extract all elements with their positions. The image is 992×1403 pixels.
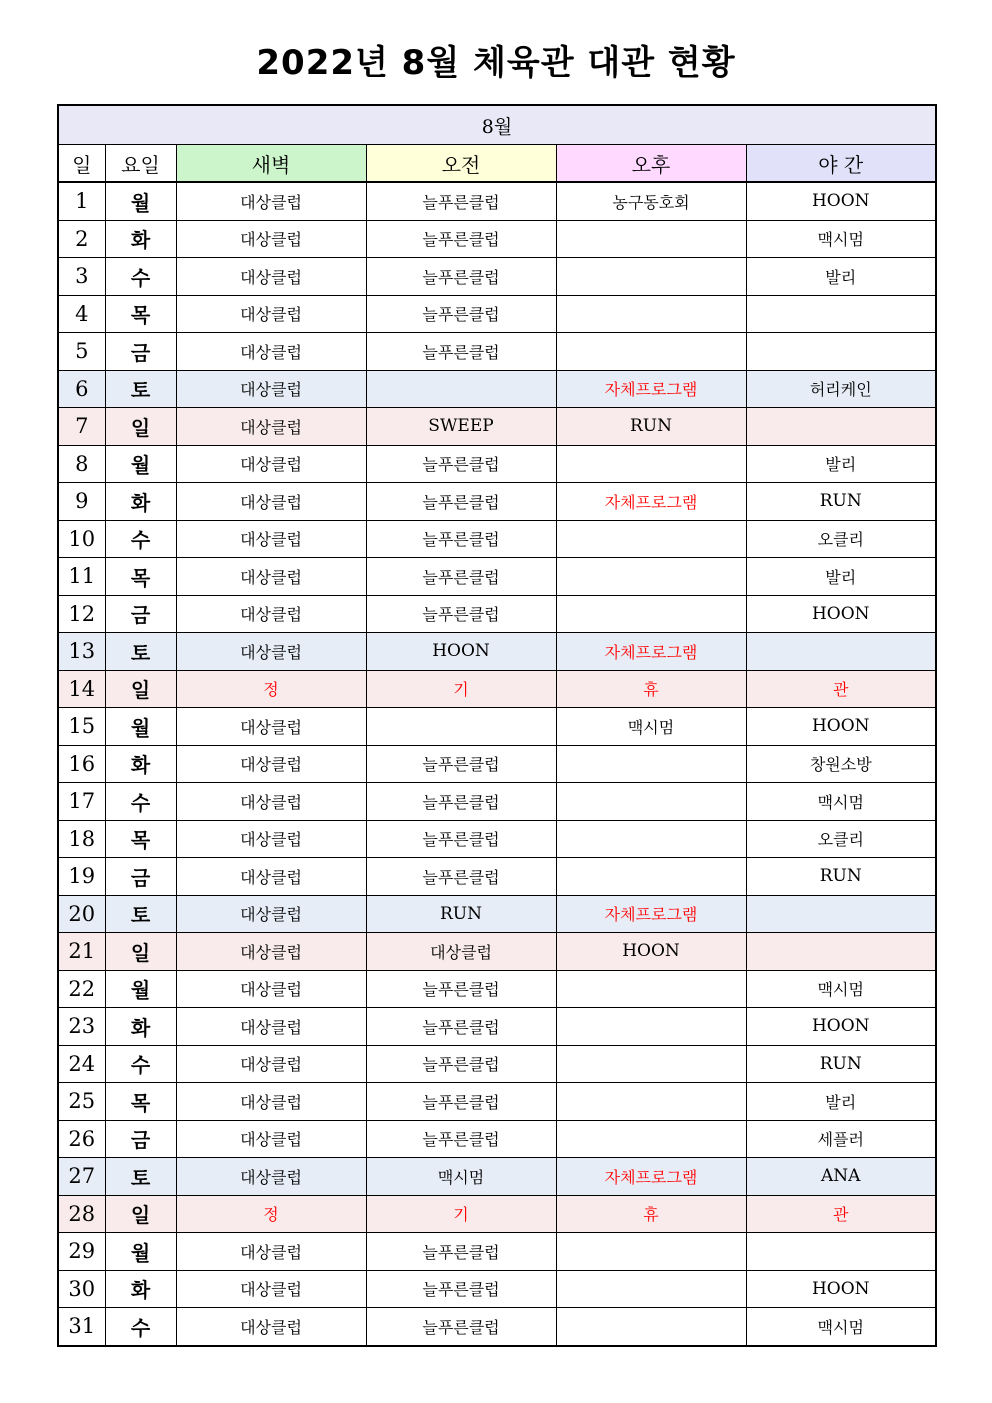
slot-morning: 늘푸른클럽: [366, 220, 556, 258]
slot-morning: HOON: [366, 633, 556, 671]
slot-dawn: 대상클럽: [176, 1008, 366, 1046]
weekday: 토: [105, 633, 176, 671]
slot-night: 맥시멈: [746, 1308, 936, 1346]
day-number: 4: [58, 295, 105, 333]
weekday: 토: [105, 895, 176, 933]
table-row: [58, 820, 936, 858]
slot-night: 세플러: [746, 1120, 936, 1158]
table-row: [58, 595, 936, 633]
slot-dawn: 대상클럽: [176, 295, 366, 333]
table-row: [58, 295, 936, 333]
table-row: [58, 1158, 936, 1196]
slot-dawn: 대상클럽: [176, 745, 366, 783]
slot-afternoon: [556, 558, 746, 596]
weekday: 목: [105, 820, 176, 858]
slot-dawn: 대상클럽: [176, 558, 366, 596]
slot-morning: 늘푸른클럽: [366, 295, 556, 333]
slot-dawn: 대상클럽: [176, 220, 366, 258]
day-number: 16: [58, 745, 105, 783]
table-row: [58, 933, 936, 971]
weekday: 화: [105, 1008, 176, 1046]
slot-dawn: 대상클럽: [176, 633, 366, 671]
slot-night: 맥시멈: [746, 783, 936, 821]
slot-morning: 늘푸른클럽: [366, 445, 556, 483]
table-row: [58, 258, 936, 296]
day-number: 9: [58, 483, 105, 521]
table-row: [58, 1120, 936, 1158]
day-number: 2: [58, 220, 105, 258]
slot-night: [746, 933, 936, 971]
slot-morning: 맥시멈: [366, 1158, 556, 1196]
slot-morning: 늘푸른클럽: [366, 258, 556, 296]
slot-morning: 늘푸른클럽: [366, 182, 556, 220]
slot-morning: [366, 370, 556, 408]
table-row: [58, 783, 936, 821]
page-title: 2022년 8월 체육관 대관 현황: [256, 43, 736, 83]
slot-night: HOON: [746, 595, 936, 633]
day-number: 19: [58, 858, 105, 896]
slot-night: 오클리: [746, 520, 936, 558]
slot-afternoon: [556, 258, 746, 296]
day-number: 27: [58, 1158, 105, 1196]
table-row: [58, 445, 936, 483]
day-number: 13: [58, 633, 105, 671]
slot-morning: 대상클럽: [366, 933, 556, 971]
weekday: 수: [105, 520, 176, 558]
table-row: [58, 670, 936, 708]
slot-morning: 늘푸른클럽: [366, 1120, 556, 1158]
slot-afternoon: [556, 1308, 746, 1346]
slot-morning: 늘푸른클럽: [366, 1308, 556, 1346]
table-row: [58, 408, 936, 446]
slot-night: 창원소방: [746, 745, 936, 783]
slot-dawn: 대상클럽: [176, 970, 366, 1008]
table-row: [58, 520, 936, 558]
weekday: 화: [105, 745, 176, 783]
slot-afternoon: 자체프로그램: [556, 633, 746, 671]
slot-night: 발리: [746, 445, 936, 483]
slot-night: 발리: [746, 258, 936, 296]
day-number: 26: [58, 1120, 105, 1158]
month-header-row: [58, 105, 936, 145]
header-day: 일: [58, 145, 105, 183]
slot-afternoon: 자체프로그램: [556, 370, 746, 408]
slot-morning: 늘푸른클럽: [366, 1045, 556, 1083]
weekday: 화: [105, 220, 176, 258]
table-row: [58, 1270, 936, 1308]
slot-morning: 늘푸른클럽: [366, 858, 556, 896]
day-number: 25: [58, 1083, 105, 1121]
slot-morning: 늘푸른클럽: [366, 1233, 556, 1271]
weekday: 월: [105, 445, 176, 483]
slot-afternoon: 자체프로그램: [556, 483, 746, 521]
slot-dawn: 대상클럽: [176, 708, 366, 746]
slot-afternoon: 휴: [556, 1195, 746, 1233]
slot-night: ANA: [746, 1158, 936, 1196]
slot-afternoon: [556, 783, 746, 821]
slot-afternoon: [556, 1045, 746, 1083]
slot-night: RUN: [746, 483, 936, 521]
slot-night: HOON: [746, 1270, 936, 1308]
weekday: 목: [105, 295, 176, 333]
slot-dawn: 정: [176, 670, 366, 708]
slot-morning: 늘푸른클럽: [366, 745, 556, 783]
day-number: 23: [58, 1008, 105, 1046]
slot-afternoon: [556, 1008, 746, 1046]
day-number: 28: [58, 1195, 105, 1233]
slot-morning: 늘푸른클럽: [366, 483, 556, 521]
day-number: 29: [58, 1233, 105, 1271]
header-dawn: 새벽: [176, 145, 366, 183]
slot-afternoon: [556, 1233, 746, 1271]
table-row: [58, 858, 936, 896]
table-row: [58, 708, 936, 746]
slot-dawn: 대상클럽: [176, 895, 366, 933]
slot-night: [746, 333, 936, 371]
weekday: 금: [105, 858, 176, 896]
table-row: [58, 1008, 936, 1046]
month-label: 8월: [58, 105, 936, 145]
slot-afternoon: 맥시멈: [556, 708, 746, 746]
slot-dawn: 정: [176, 1195, 366, 1233]
table-row: [58, 745, 936, 783]
day-number: 6: [58, 370, 105, 408]
weekday: 화: [105, 1270, 176, 1308]
slot-afternoon: RUN: [556, 408, 746, 446]
slot-night: 발리: [746, 558, 936, 596]
day-number: 30: [58, 1270, 105, 1308]
weekday: 일: [105, 670, 176, 708]
weekday: 금: [105, 595, 176, 633]
day-number: 12: [58, 595, 105, 633]
slot-night: [746, 408, 936, 446]
day-number: 5: [58, 333, 105, 371]
slot-morning: 기: [366, 1195, 556, 1233]
weekday: 수: [105, 783, 176, 821]
schedule-table: [57, 104, 937, 1347]
weekday: 목: [105, 558, 176, 596]
table-row: [58, 1308, 936, 1346]
slot-night: 오클리: [746, 820, 936, 858]
day-number: 1: [58, 182, 105, 220]
slot-dawn: 대상클럽: [176, 1045, 366, 1083]
weekday: 월: [105, 1233, 176, 1271]
day-number: 22: [58, 970, 105, 1008]
day-number: 15: [58, 708, 105, 746]
weekday: 월: [105, 970, 176, 1008]
header-weekday: 요일: [105, 145, 176, 183]
slot-morning: 늘푸른클럽: [366, 1083, 556, 1121]
weekday: 수: [105, 258, 176, 296]
slot-night: 맥시멈: [746, 220, 936, 258]
slot-morning: 늘푸른클럽: [366, 1008, 556, 1046]
weekday: 일: [105, 933, 176, 971]
slot-afternoon: [556, 295, 746, 333]
slot-morning: 늘푸른클럽: [366, 333, 556, 371]
slot-dawn: 대상클럽: [176, 820, 366, 858]
weekday: 수: [105, 1045, 176, 1083]
slot-dawn: 대상클럽: [176, 1120, 366, 1158]
slot-dawn: 대상클럽: [176, 595, 366, 633]
day-number: 24: [58, 1045, 105, 1083]
slot-dawn: 대상클럽: [176, 1158, 366, 1196]
slot-morning: SWEEP: [366, 408, 556, 446]
slot-night: 관: [746, 1195, 936, 1233]
day-number: 18: [58, 820, 105, 858]
slot-dawn: 대상클럽: [176, 333, 366, 371]
slot-afternoon: [556, 858, 746, 896]
slot-morning: 늘푸른클럽: [366, 820, 556, 858]
table-row: [58, 1045, 936, 1083]
header-night: 야 간: [746, 145, 936, 183]
slot-afternoon: [556, 220, 746, 258]
slot-night: 관: [746, 670, 936, 708]
day-number: 3: [58, 258, 105, 296]
slot-morning: 늘푸른클럽: [366, 783, 556, 821]
slot-dawn: 대상클럽: [176, 1233, 366, 1271]
slot-morning: RUN: [366, 895, 556, 933]
slot-afternoon: 농구동호회: [556, 182, 746, 220]
slot-night: RUN: [746, 1045, 936, 1083]
slot-afternoon: 휴: [556, 670, 746, 708]
weekday: 금: [105, 333, 176, 371]
slot-morning: [366, 708, 556, 746]
slot-night: RUN: [746, 858, 936, 896]
slot-afternoon: [556, 820, 746, 858]
slot-afternoon: [556, 1120, 746, 1158]
slot-dawn: 대상클럽: [176, 783, 366, 821]
table-row: [58, 1233, 936, 1271]
slot-dawn: 대상클럽: [176, 258, 366, 296]
slot-afternoon: [556, 970, 746, 1008]
table-row: [58, 970, 936, 1008]
slot-dawn: 대상클럽: [176, 520, 366, 558]
table-row: [58, 182, 936, 220]
slot-night: HOON: [746, 1008, 936, 1046]
day-number: 31: [58, 1308, 105, 1346]
weekday: 월: [105, 182, 176, 220]
day-number: 17: [58, 783, 105, 821]
slot-night: [746, 895, 936, 933]
table-row: [58, 558, 936, 596]
slot-night: 발리: [746, 1083, 936, 1121]
slot-morning: 늘푸른클럽: [366, 558, 556, 596]
slot-night: HOON: [746, 708, 936, 746]
slot-afternoon: [556, 1270, 746, 1308]
schedule-body: [58, 182, 936, 1346]
weekday: 토: [105, 370, 176, 408]
table-row: [58, 895, 936, 933]
header-afternoon: 오후: [556, 145, 746, 183]
slot-morning: 기: [366, 670, 556, 708]
slot-afternoon: [556, 520, 746, 558]
slot-dawn: 대상클럽: [176, 483, 366, 521]
slot-dawn: 대상클럽: [176, 445, 366, 483]
table-row: [58, 370, 936, 408]
day-number: 14: [58, 670, 105, 708]
slot-night: [746, 295, 936, 333]
slot-afternoon: HOON: [556, 933, 746, 971]
slot-afternoon: [556, 333, 746, 371]
weekday: 일: [105, 408, 176, 446]
slot-afternoon: [556, 1083, 746, 1121]
slot-dawn: 대상클럽: [176, 182, 366, 220]
weekday: 목: [105, 1083, 176, 1121]
slot-night: 맥시멈: [746, 970, 936, 1008]
slot-afternoon: 자체프로그램: [556, 1158, 746, 1196]
slot-dawn: 대상클럽: [176, 1308, 366, 1346]
slot-morning: 늘푸른클럽: [366, 595, 556, 633]
weekday: 화: [105, 483, 176, 521]
column-header-row: [58, 145, 936, 183]
weekday: 금: [105, 1120, 176, 1158]
table-row: [58, 1083, 936, 1121]
slot-afternoon: [556, 445, 746, 483]
day-number: 11: [58, 558, 105, 596]
slot-dawn: 대상클럽: [176, 858, 366, 896]
slot-afternoon: [556, 595, 746, 633]
slot-night: [746, 1233, 936, 1271]
day-number: 8: [58, 445, 105, 483]
day-number: 7: [58, 408, 105, 446]
day-number: 21: [58, 933, 105, 971]
table-row: [58, 220, 936, 258]
slot-afternoon: [556, 745, 746, 783]
weekday: 일: [105, 1195, 176, 1233]
table-row: [58, 633, 936, 671]
weekday: 토: [105, 1158, 176, 1196]
day-number: 10: [58, 520, 105, 558]
slot-dawn: 대상클럽: [176, 1083, 366, 1121]
table-row: [58, 483, 936, 521]
weekday: 월: [105, 708, 176, 746]
slot-dawn: 대상클럽: [176, 1270, 366, 1308]
table-row: [58, 333, 936, 371]
slot-morning: 늘푸른클럽: [366, 970, 556, 1008]
slot-night: 허리케인: [746, 370, 936, 408]
table-row: [58, 1195, 936, 1233]
slot-dawn: 대상클럽: [176, 370, 366, 408]
slot-dawn: 대상클럽: [176, 933, 366, 971]
day-number: 20: [58, 895, 105, 933]
slot-night: [746, 633, 936, 671]
slot-dawn: 대상클럽: [176, 408, 366, 446]
slot-morning: 늘푸른클럽: [366, 520, 556, 558]
slot-afternoon: 자체프로그램: [556, 895, 746, 933]
slot-morning: 늘푸른클럽: [366, 1270, 556, 1308]
header-morning: 오전: [366, 145, 556, 183]
slot-night: HOON: [746, 182, 936, 220]
weekday: 수: [105, 1308, 176, 1346]
